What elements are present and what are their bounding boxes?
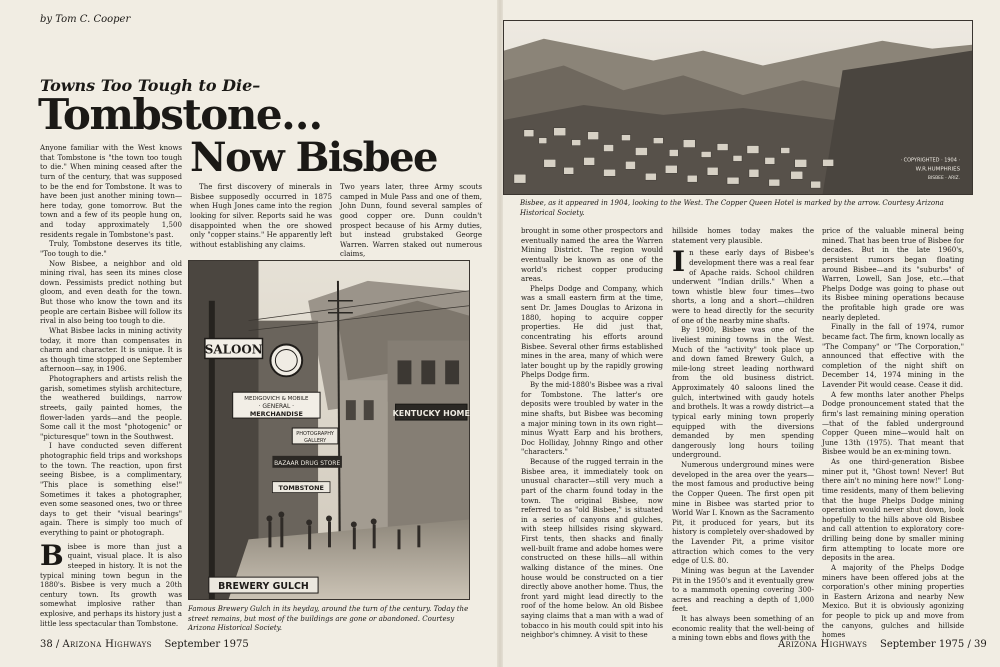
sign-medigovich: MEDIGOVICH & MOBILE (244, 396, 309, 403)
col6-paragraph: A few months later another Phelps Dodge pronouncement stated that the firm's last remaining mining operation—that of the fabled underground Copper Queen mine—would halt on June 13th (1975). That meant that Bisbee would be an ex-mining town. (822, 389, 964, 457)
sign-merchandise: MERCHANDISE (249, 410, 303, 419)
article-column-1 (40, 143, 182, 633)
sign-tombstone: TOMBSTONE (278, 484, 324, 493)
col5-dropcap-paragraph (672, 245, 814, 325)
col5-paragraph: hillside homes today makes the statement very plausible. (672, 226, 814, 245)
col1-paragraph: What Bisbee lacks in mining activity today, it more than compensates in charm and character. It is unique. It is as though time stopped one September afternoon—say, in 1906. (40, 325, 182, 374)
drop-cap-b: B (40, 538, 64, 572)
magazine-name-left: Arizona Highways (62, 639, 152, 650)
col5-paragraph: Mining was begun at the Lavender Pit in the 1950's and it eventually grew to a mammoth opening covering 300-acres and reaching a depth of 1,000 feet. (672, 565, 814, 614)
sign-kentucky-home: KENTUCKY HOME (392, 409, 470, 419)
title-now-bisbee: Now Bisbee (190, 134, 437, 181)
col1-dropcap-paragraph (40, 538, 182, 629)
col6-paragraph: As one third-generation Bisbee miner put it, "Ghost town! Never! But there ain't no mining here now!" Long-time residents, many of them believing that the huge Phelps Dodge mining operation would never shut down, look hopefully to the hills above old Bisbee and call attention to exploratory core-drilling being done by smaller mining firm attempting to locate more ore deposits in the area. (822, 457, 964, 563)
sign-photography: PHOTOGRAPHY (296, 430, 334, 437)
col4-paragraph: Because of the rugged terrain in the Bisbee area, it immediately took on unusual character—still very much a part of the charm found today in the town. The original Bisbee, now referred to as "old Bisbee," is situated in a series of canyons and gulches, with steep hillsides rising skyward. First tents, then shacks and finally well-built frame and adobe homes were constructed on these hills—all within walking distance of the mines. One house would be constructed on a tier directly above another home. Thus, the front yard might lead directly to the roof of the home below. An old Bisbee saying claims that a man with a wad of tobacco in his mouth could spit into his neighbor's chimney. A visit to these (521, 457, 663, 640)
col2-paragraph: The first discovery of minerals in Bisbee supposedly occurred in 1875 when Hugh Jones came into the region looking for silver. Reports said he was disappointed when the ore showed only "copper stains." He apparently left without establishing any claims. (190, 182, 332, 249)
photo-left-caption: Famous Brewery Gulch in its heyday, around the turn of the century. Today the street remains, but most of the buildings are gone or abandoned. Courtesy Arizona Historical Society. (188, 605, 469, 632)
article-column-4 (521, 226, 663, 640)
col6-paragraph: A majority of the Phelps Dodge miners have been offered jobs at the corporation's other mining properties in Eastern Arizona and nearby New Mexico. But it is obviously agonizing for people to pick up and move from the canyons, gulches and hillside homes (822, 562, 964, 640)
page-number-right: 39 (974, 639, 987, 650)
article-column-2-top (190, 182, 332, 250)
col5-paragraph: By 1900, Bisbee was one of the liveliest mining towns in the West. Much of the "activity" took place up and down famed Brewery Gulch, a mile-long street leading northward from the old business district. Approximately 40 saloons lined the gulch, intertwined with gaudy hotels and brothels. It was a rowdy district—a typical early mining town properly equipped with the diversions demanded by men spending dangerously long hours toiling underground. (672, 325, 814, 460)
imprint-line-1: · COPYRIGHTED · 1904 · (900, 157, 961, 164)
folio-right: Arizona Highways September 1975 / 39 (778, 639, 987, 650)
col4-paragraph: brought in some other prospectors and eventually named the area the Warren Mining District. The region would eventually be known as one of the world's richest copper producing areas. (521, 226, 663, 284)
magazine-name-right: Arizona Highways (778, 639, 868, 650)
sign-general: · GENERAL · (258, 403, 295, 411)
article-column-5 (672, 226, 814, 643)
folio-left: 38 / Arizona Highways September 1975 (40, 639, 249, 650)
byline: by Tom C. Cooper (40, 14, 131, 25)
article-column-3-top (340, 182, 482, 259)
issue-date-left: September 1975 (164, 639, 249, 650)
col1-paragraph: Now Bisbee, a neighbor and old mining rival, has seen its mines close down. Pessimists predict nothing but gloom, and even death for the town. But those who know the town and its people are certain Bisbee will follow its rival in also being too tough to die. (40, 258, 182, 326)
col1-paragraph: Photographers and artists relish the garish, sometimes stylish architecture, the weathered buildings, narrow streets, gaily painted homes, the flower-laden yards—and the people. Some call it the most "photogenic" or "picturesque" town in the Southwest. (40, 374, 182, 441)
kicker-headline: Towns Too Tough to Die– (40, 76, 261, 95)
col5-paragraph: It has always been something of an economic reality that the well-being of a mining town ebbs and flows with the (672, 614, 814, 643)
drop-cap-i: I (672, 245, 686, 279)
col5-paragraph: Numerous underground mines were developed in the area over the years—the most famous and productive being the Copper Queen. The first open pit mine in Bisbee was started prior to World War I. Known as the Sacramento Pit, it produced for years, but its history is completely over-shadowed by the Lavender Pit, a prime visitor attraction which comes to the very edge of U.S. 80. (672, 460, 814, 566)
sign-saloon: SALOON (204, 342, 263, 357)
page-number-left: 38 (40, 639, 53, 650)
imprint-line-2: W.R.HUMPHRIES (915, 166, 961, 173)
imprint-line-3: BISBEE · ARIZ. (927, 176, 961, 182)
sign-drug-store: BAZAAR DRUG STORE (274, 459, 341, 467)
photo-brewery-gulch (188, 260, 470, 600)
photo-right-caption: Bisbee, as it appeared in 1904, looking to the West. The Copper Queen Hotel is marked by the arrow. Courtesy Arizona Historical Society. (520, 199, 944, 217)
col5-dropcap-text: n these early days of Bisbee's development there was a real fear of Apache raids. School children underwent "Indian drills." When a town whistle blew four times—two shorts, a long and a short—children were to head directly for the security of one of the nearby mine shafts. (672, 248, 814, 325)
col3-paragraph: Two years later, three Army scouts camped in Mule Pass and one of them, John Dunn, found several samples of good copper ore. Dunn couldn't prospect because of his Army duties, but instead grubstaked George Warren. Warren staked out numerous claims, (340, 182, 482, 259)
issue-date-right: September 1975 (879, 639, 965, 650)
col6-paragraph: Finally in the fall of 1974, rumor became fact. The firm, known locally as "The Company" or "The Corporation," announced that effective with the completion of the night shift on December 14, 1974 mining in the Lavender Pit would cease. Cease it did. (822, 322, 964, 389)
col1-paragraph: Truly, Tombstone deserves its title, "Too tough to die." (40, 239, 182, 258)
title-tombstone: Tombstone… (38, 90, 322, 139)
col1-dropcap-text: isbee is more than just a quaint, visual place. It is also steeped in history. It is not the typical mining town begun in the 1880's. Bisbee is very much a 20th century town. Its growth was somewhat implosive rather than explosive, and perhaps its history just a little less spectacular than Tombstone. (40, 541, 182, 628)
photo-label-brewery-gulch: BREWERY GULCH (218, 581, 309, 593)
col4-paragraph: By the mid-1880's Bisbee was a rival for Tombstone. The latter's ore deposits were troubled by water in the mine shafts, but Bisbee was becoming a major mining town in its own right—minus Wyatt Earp and his brothers, Doc Holliday, Johnny Ringo and other "characters." (521, 380, 663, 457)
col4-paragraph: Phelps Dodge and Company, which was a small eastern firm at the time, sent Dr. James Douglas to Arizona in 1880, hoping to acquire copper properties. He did just that, concentrating his efforts around Bisbee. Several other firms established mines in the area, many of which were later bought up by the rapidly growing Phelps Dodge firm. (521, 283, 663, 380)
article-column-6 (822, 226, 964, 640)
col1-paragraph: I have conducted seven different photographic field trips and workshops to the town. The reaction, upon first seeing Bisbee, is a complimentary, "This place is something else!" Sometimes it takes a photographer, even some seasoned ones, two or three days to get their "visual bearings" again. There is simply too much of everything to paint or photograph. (40, 441, 182, 537)
col1-paragraph: Anyone familiar with the West knows that Tombstone is "the town too tough to die." When mining ceased after the turn of the century, that was supposed to be the end for Tombstone. It was to have been just another mining town—here today, gone tomorrow. But the town and a few of its people hung on, and today approximately 1,500 residents regale in Tombstone's past. (40, 143, 182, 239)
col6-paragraph: price of the valuable mineral being mined. That has been true of Bisbee for decades. But in the late 1960's, persistent rumors began floating around Bisbee—and its "suburbs" of Warren, Lowell, San Jose, etc.—that Phelps Dodge was going to phase out its Bisbee mining operations because the profitable high grade ore was nearly depleted. (822, 226, 964, 322)
photo-bisbee-1904-panorama (503, 20, 973, 195)
sign-gallery: GALLERY (304, 437, 327, 444)
